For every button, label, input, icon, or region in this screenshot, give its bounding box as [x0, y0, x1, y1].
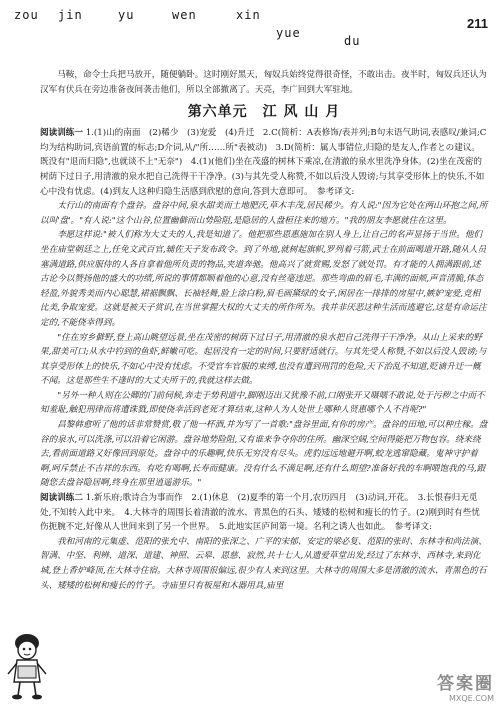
pinyin-syllable: yue [276, 26, 301, 40]
translation-paragraph: 我和河南的元集虚、范阳的张允中、南阳的张深之、广平的宋郁、安定的梁必复、范阳的张时、东林寺和尚法演、智满、中坚、利辨、道深、道建、神照、云皋、恩慈、寂然,共十七人,从遗爱草堂出发,经过了东林寺、西林寺,来到化城,登上香炉峰顶,在大林寺住宿。大林寺周围很偏远,很少有人来到这里。大林寺的周围大多是清澈的流水、青黑色的石头、矮矮的松树和瘦长的竹子。寺庙里只有板屋和木器用具,庙里 [40, 536, 487, 591]
section-one-label: 阅读训练一 [40, 128, 83, 139]
section-one-answers [40, 126, 488, 199]
cartoon-mascot-icon [6, 630, 48, 702]
pinyin-syllable: du [344, 34, 361, 48]
translation-paragraph: "住在穷乡僻野,登上高山眺望远景,坐在茂密的树荫下过日子,用清澈的泉水把自己洗得干干净净。从山上采来的野果,甜美可口;从水中钓到的鱼虾,鲜嫩可吃。起居没有一定的时间,只要舒适就行。与其先受人称赞,不如以后没人毁谤;与其享受形体上的快乐,不如心中没有忧虑。不受官车官服的束缚,也没有遭到刑罚的危险,天下治乱不知道,贬谪升迁一概不闻。这是那些生不逢时的大丈夫所干的,我就这样去做。 [40, 332, 487, 387]
section-two-answer-text: 1.新乐府;歌诗合为事而作 2.(1)休息 (2)夏季的第一个月,农历四月 (3)动词,开花。 3.长恨春归无觅处,不知转入此中来。 4.大林寺的周围长着清澈的流水、青黑色的石头、矮矮的松树和瘦长的竹子。(2)刚到时有些忧伤扼腕不定,好像从人世间来到了另一个世界。 5.此地实匡庐间第一境。名利之诱人也如此。 参考译文: [40, 493, 480, 533]
translation-paragraph: 太行山的南面有个盘谷。盘谷中间,泉水甜美而土地肥沃,草木丰茂,居民稀少。有人说:"因为它处在两山环抱之间,所以叫'盘'。"有人说:"这个山谷,位置幽僻而山势险阻,是隐居的人盘桓往来的地方。"我的朋友李愿就住在这里。 [40, 201, 488, 226]
unit-title: 第六单元 江 风 山 月 [187, 104, 341, 121]
pinyin-syllable: yu [118, 8, 135, 22]
pinyin-syllable: xin [236, 8, 261, 22]
pinyin-syllable: wen [172, 8, 197, 22]
section-one-answer-text: 1.(1)山的南面 (2)稀少 (3)宠爱 (4)升迁 2.C(简析：A表修饰/表并列;B句末语气助词,表感叹/兼词;C均为结构助词,宾语前置的标志;D介词,从/"所……所"表被动) 3.D(简析：属人事错位,归隐的是友人,作者との建议。既没有"退而归隐",也就谈不上"无奈") 4.(1)(他们)坐在茂盛的树林下乘凉,在清澈的泉水里洗净身体。(2)坐在茂密的树荫下过日子,用清澈的泉水把自己洗得干干净净。(3)与其先受人称赞,不如以后没人毁谤;与其享受形体上的快乐,不如心中没有忧虑。(4)到友人这种归隐生活感到欣慰的意向,答到大意即可。 参考译文: [40, 128, 487, 197]
section-two-answers [40, 491, 488, 535]
translation-paragraph: "另外一种人则在公卿的门前伺候,奔走于势利道中,脚刚迈出又犹豫不前,口刚张开又嗫嚅不敢说,处于污秽之中而不知羞耻,触犯刑律而将遭诛戮,即使侥幸活到老死才算结束,这种人为人处世上哪种人贤惠哪个人不肖呢?" [40, 390, 485, 416]
pinyin-syllable: jin [58, 8, 83, 22]
translation-paragraph: 李愿这样说:"被人们称为大丈夫的人,我是知道了。他把那些恩惠施加在别人身上,让自己的名声显扬于当世。他们坐在庙堂朝廷之上,任免文武百官,辅佐天子发布政令。到了外地,就树起旗帜,罗列着弓箭,武士在前面喝道开路,随从人员塞满道路,供应服侍的人各自拿着他所负责的物品,夹道奔驰。他高兴了就赏赐,发怒了就处罚。有才能的人拥满跟前,述古论今以赞扬他的盛大的功绩,所说的事情都顺着他的心意,没有丝毫违逆。那些弯曲的眉毛,丰满的面颊,声音清脆,体态轻盈,外貌秀美而内心聪慧,裙裾飘飘、长袖轻舞,脸上涂白粉,眉毛画黛绿的女子,闲居在一排排的房屋中,嫉妒宠爱,竞相比美,争取宠爱。这就是被天子赏识,在当世掌握大权的大丈夫的所作所为。我并非厌恶这种生活而逃避它,这是有命运注定的,不能侥幸得到。 [40, 230, 487, 328]
intro-paragraph: 马鞍，命令士兵把马放开，随便躺卧。这时刚好黑天，匈奴兵始终觉得很奇怪，不敢出击。夜半时，匈奴兵还认为汉军有伏兵在旁边准备夜间袭击他们，所以全部撤离了。天亮，李广回到大军驻地。 [40, 70, 487, 95]
pinyin-header [14, 4, 434, 52]
watermark-url: MXQE.COM [448, 694, 494, 703]
translation-paragraph: 昌黎韩愈听了他的话非常赞赏,敬了他一杯酒,并为写了一首歌:"盘谷里面,有你的房产。盘谷的田地,可以种庄稼。盘谷的泉水,可以洗涤,可以沿着它闲游。盘谷地势险阻,又有谁来争夺你的住所。幽深空阔,空间得能把万物包容。绕来绕去,看前面道路又好像回到原处。盘谷中的乐趣啊,快乐无穷没有尽头。虎豹远远地避开啊,蛟龙逃窜隐藏。鬼神守护着啊,呵斥禁止不吉祥的东西。有吃有喝啊,长寿而健康。没有什么不满足啊,还有什么期望?准备好我的车啊喂饱我的马,跟随您去盘谷隐居啊,终身在那里逍遥游乐。" [40, 420, 488, 489]
main-content [40, 68, 488, 593]
page-number: 211 [467, 16, 488, 31]
watermark-logo [408, 676, 494, 706]
section-two-label: 阅读训练二 [40, 493, 83, 504]
pinyin-syllable: zou [14, 8, 39, 22]
watermark-title: 答案圈 [437, 674, 494, 694]
